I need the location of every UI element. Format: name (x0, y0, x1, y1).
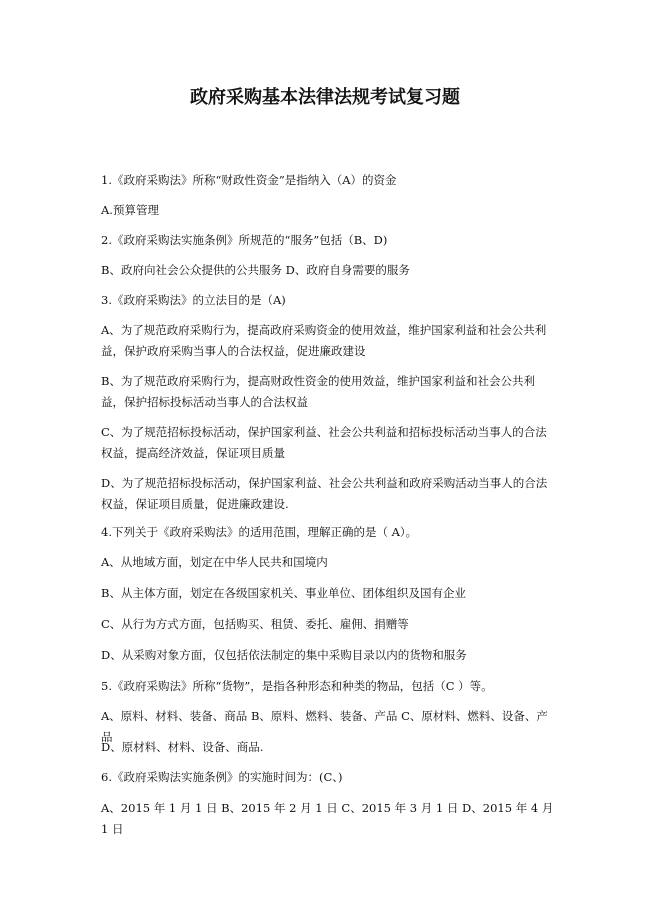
options-6: A、2015 年 1 月 1 日 B、2015 年 2 月 1 日 C、2015 年 3 月 1 日 D、2015 年 4 月 1 日 (101, 801, 554, 836)
option-3c: C、为了规范招标投标活动，保护国家利益、社会公共利益和招标投标活动当事人的合法权益，提高经济效益，保证项目质量 (101, 425, 547, 460)
option-4d: D、从采购对象方面，仅包括依法制定的集中采购目录以内的货物和服务 (101, 648, 467, 662)
question-2: 2.《政府采购法实施条例》所规范的“服务”包括（B、D) (101, 233, 388, 247)
option-4c: C、从行为方式方面，包括购买、租赁、委托、雇佣、捐赠等 (101, 617, 409, 631)
question-6: 6.《政府采购法实施条例》的实施时间为：(C、) (101, 770, 343, 784)
document-title: 政府采购基本法律法规考试复习题 (190, 87, 460, 108)
options-5abc: A、原料、材料、装备、商品 B、原料、燃料、装备、产品 C、原材料、燃料、设备、产品 (101, 709, 548, 744)
answer-2: B、政府向社会公众提供的公共服务 D、政府自身需要的服务 (101, 263, 410, 277)
option-5d: D、原材料、材料、设备、商品. (101, 740, 264, 754)
question-1: 1.《政府采购法》所称“财政性资金”是指纳入（A）的资金 (101, 173, 397, 187)
option-3a: A、为了规范政府采购行为，提高政府采购资金的使用效益，维护国家利益和社会公共利益，保护政府采购当事人的合法权益，促进廉政建设 (101, 323, 547, 358)
option-3b: B、为了规范政府采购行为，提高财政性资金的使用效益，维护国家利益和社会公共利益，保护招标投标活动当事人的合法权益 (101, 374, 535, 409)
option-4a: A、从地域方面，划定在中华人民共和国境内 (101, 555, 328, 569)
question-3: 3.《政府采购法》的立法目的是（A) (101, 293, 286, 307)
question-5: 5.《政府采购法》所称“货物”，是指各种形态和种类的物品，包括（C ）等。 (101, 679, 493, 693)
option-3d: D、为了规范招标投标活动，保护国家利益、社会公共利益和政府采购活动当事人的合法权益，保证项目质量，促进廉政建设. (101, 476, 548, 511)
question-4: 4.下列关于《政府采购法》的适用范围，理解正确的是（ A）。 (101, 525, 418, 539)
answer-1: A.预算管理 (101, 203, 159, 217)
option-4b: B、从主体方面，划定在各级国家机关、事业单位、团体组织及国有企业 (101, 586, 466, 600)
